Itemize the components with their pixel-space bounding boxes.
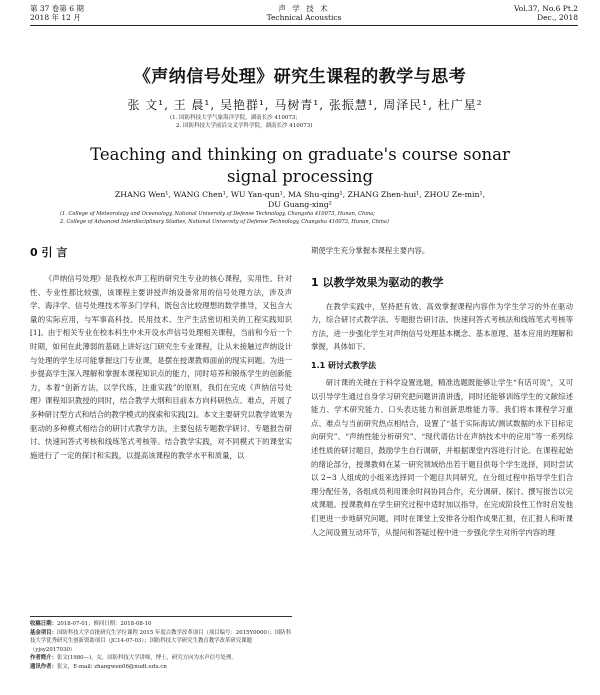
footnote-contact: [30, 663, 292, 672]
footnote-received-value: 2018-07-01；修回日期：2018-08-10: [56, 621, 152, 627]
section-heading-intro: 0 引 言: [30, 246, 68, 259]
header-journal-en: Technical Acoustics: [266, 13, 342, 22]
header-date-en: Dec., 2018: [537, 13, 578, 22]
footnote-divider: [30, 616, 292, 617]
right-column: [311, 244, 573, 539]
affiliation-cn-line: 2. 国防科技大学前沿交叉学科学院，湖南长沙 410073): [176, 123, 313, 129]
footnote-received: [30, 620, 292, 629]
paper-title-en: [80, 144, 520, 188]
header-volume-en: Vol.37, No.6 Pt.2: [513, 4, 578, 13]
footnote-author: [30, 654, 292, 663]
affiliations-cn: [170, 114, 312, 130]
intro-paragraph-continued: 期使学生充分掌握本课程主要内容。: [311, 246, 430, 255]
author-list-cn: 张 文¹, 王 晨¹, 吴艳群¹, 马树青¹, 张振慧¹, 周泽民¹, 杜广星²: [127, 98, 483, 112]
header-journal-cn: 声 学 技 术: [278, 4, 330, 13]
footnotes: [30, 620, 292, 672]
footnote-received-label: 收稿日期：: [30, 621, 57, 627]
affiliation-en-line: (1. College of Meteorology and Oceanology, National University of Defense Technology, Changsha 410073, Hunan, China;: [60, 211, 375, 217]
author-list-en-line: ZHANG Wen¹, WANG Chen¹, WU Yan-qun¹, MA Shu-qing¹, ZHANG Zhen-hui¹, ZHOU Ze-min¹,: [114, 190, 486, 199]
paper-title-en-line: signal processing: [226, 167, 374, 186]
paper-title-cn: 《声纳信号处理》研究生课程的教学与思考: [133, 67, 467, 87]
author-list-en-line: DU Guang-xing²: [268, 200, 332, 209]
running-header: [30, 4, 578, 26]
footnote-author-label: 作者简介：: [30, 655, 57, 662]
header-divider: [30, 25, 578, 26]
paper-title-en-line: Teaching and thinking on graduate's course sonar: [90, 145, 510, 164]
footnote-fund-label: 基金项目：: [30, 629, 57, 636]
footnote-contact-value: 张文，E-mail: zhangwen06@nudt.edu.cn: [56, 663, 167, 670]
affiliations-en: [60, 211, 560, 226]
section-heading-1: 1 以教学效果为驱动的教学: [311, 275, 444, 289]
subsection-heading-1-1: 1.1 研讨式教学法: [311, 360, 376, 370]
header-date-cn: 2018 年 12 月: [30, 13, 81, 22]
footnote-contact-label: 通讯作者：: [30, 663, 57, 670]
header-volume: 第 37 卷第 6 期: [30, 4, 84, 13]
footnote-fund: [30, 629, 292, 655]
section-1-paragraph: 在教学实践中，坚持把有效、高效掌握课程内容作为学生学习的外在驱动力，综合研讨式教学法、专题报告研讨法、快速问答式考核法和线练笔式考核等方法，进一步强化学生对声纳信号处理基本概念、基本原理、基本应用的理解和掌握，具体如下。: [311, 301, 573, 352]
footnote-author-value: 张文(1980—)，女，国防科技大学讲师，博士，研究方向为水声信号处理。: [56, 655, 237, 662]
author-list-en: [60, 190, 540, 210]
left-column: [30, 244, 292, 462]
header-right: [514, 4, 578, 22]
intro-paragraph: 《声纳信号处理》是我校水声工程的研究生专业的核心课程，实用性、针对性、专业性都比较强，该课程主要讲授声纳设备常用的信号处理方法，涉及声学、海洋学、信号处理技术等多门学科，既包含比较理想的数学推导，又包含大量的实际应用，与军事高科技、民用技术、生产生活密切相关的工程实践知识[1]。由于相关专业在校本科生中未开设水声信号处理相关课程，当前和今后一个时期，如何在此薄弱的基础上讲好这门研究生专业课程，让从未接触过声纳设计与处理的学生尽可能掌握这门专业课，是摆在授课教师面前的现实问题。为进一步提高学生深入理解和掌握本课程知识点的能力，同时培养和锻炼学生的创新能力，本着“创新方法，以学代练，注重实践”的原则，我们在完成《声纳信号处理》课程知识教授的同时，结合教学大纲和目前本方向科研热点、难点，开展了多种研讨型方式和结合的教学模式的探索和实践[2]。本文主要研究以教学效果为驱动的多种模式相结合的研讨式教学方法，主要包括专题教学研讨、专题报告研讨、快速问答式考核和线练笔式考核等。结合教学实践，对不同模式下的课堂实施进行了一定的探讨和实践，以提高该课程的教学水平和质量，以: [30, 274, 292, 460]
footnote-fund-value: 国防科技大学首批研究生学位课程 2015 年度百教学改革项目（项目编号：2015Y0000）；国防科技大学优秀研究生创新资助项目（JC14-07-03）；国防科技大学研究生教育教学改革研究课题（yjsy2017030）: [30, 629, 292, 653]
subsection-1-1-paragraph: 研讨课的关键在于科学设置选题，精准选题既能够让学生“有话可说”，又可以引导学生通过自身学习研究把问题讲清讲透，同时还能够训练学生的文献综述能力、学术研究能力、口头表达能力和创新思维能力等。我们将本课程学习重点、难点与当前研究热点相结合，设置了“基于实际海试/测试数据的水下目标定向研究”、“声纳性能分析研究”、“现代谱估计在声纳技术中的应用”等一系列综述性质的研讨题目，鼓励学生自行调研，并根据课堂内容进行讨论。在课程起始的绪论部分，授课教师在某一研究领域给出若干题目供每个学生选择，同时尝试以 2~3 人组成的小组来选择同一个题目共同研究，在分组过程中指导学生们合理分配任务，各组成员利用课余时间协同合作，充分调研、探讨、撰写报告以完成课题。授课教师在学生研究过程中适时加以指导，在完成阶段性工作时启发他们更进一步地研究问题，同时在课堂上安排各分组作成果汇报，在汇报人和听课人之间设置互动环节，从提问和答疑过程中进一步强化学生对所学内容的理: [311, 377, 573, 537]
header-center: [30, 4, 578, 22]
affiliation-cn-line: (1. 国防科技大学气象海洋学院，湖南长沙 410073；: [170, 115, 301, 121]
affiliation-en-line: 2. College of Advanced Interdisciplinary Studies, National University of Defense Technology, Changsha 410073, Hunan, China): [60, 218, 389, 225]
